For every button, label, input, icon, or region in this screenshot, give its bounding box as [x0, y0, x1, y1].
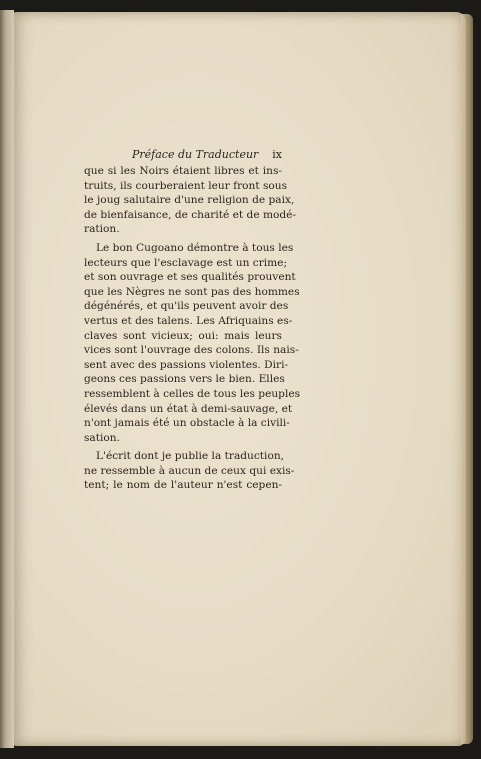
text-line: élevés dans un état à demi-sauvage, et — [84, 402, 293, 415]
text-line: lecteurs que l'esclavage est un crime; — [84, 256, 288, 269]
text-line: le joug salutaire d'une religion de paix, — [84, 194, 295, 207]
text-line: claves sont vicieux; oui: mais leurs — [84, 329, 282, 342]
paragraph-1 — [84, 164, 297, 237]
text-line: tent; le nom de l'auteur n'est cepen- — [84, 479, 282, 492]
text-line: ne ressemble à aucun de ceux qui exis- — [84, 464, 295, 477]
text-line: ressemblent à celles de tous les peuples — [84, 387, 301, 400]
text-line: dégénérés, et qu'ils peuvent avoir des — [84, 300, 289, 313]
text-line: Le bon Cugoano démontre à tous les — [96, 241, 294, 254]
text-line: de bienfaisance, de charité et de modé- — [84, 208, 297, 221]
text-line: que si les Noirs étaient libres et ins- — [84, 165, 282, 177]
paragraph-3 — [84, 449, 295, 493]
facing-page-edge — [0, 10, 14, 748]
text-line: vertus et des talens. Les Afriquains es- — [84, 314, 293, 327]
text-line: n'ont jamais été un obstacle à la civili- — [84, 417, 290, 430]
text-line: geons ces passions vers le bien. Elles — [84, 373, 285, 386]
running-head — [84, 148, 282, 164]
paragraph-2 — [84, 241, 301, 445]
text-line: vices sont l'ouvrage des colons. Ils nais- — [84, 344, 299, 357]
page-number: ix — [272, 148, 282, 161]
text-line: et son ouvrage et ses qualités prouvent — [84, 271, 296, 284]
text-line: truits, ils courberaient leur front sous — [84, 179, 288, 192]
page-fore-edge — [461, 14, 473, 744]
text-line: L'écrit dont je publie la traduction, — [96, 450, 285, 463]
text-line: sation. — [84, 431, 120, 444]
text-block — [84, 148, 301, 497]
text-line: que les Nègres ne sont pas des hommes — [84, 285, 300, 298]
running-title: Préface du Traducteur — [132, 148, 259, 161]
text-line: sent avec des passions violentes. Diri- — [84, 358, 289, 371]
text-line: ration. — [84, 223, 120, 236]
